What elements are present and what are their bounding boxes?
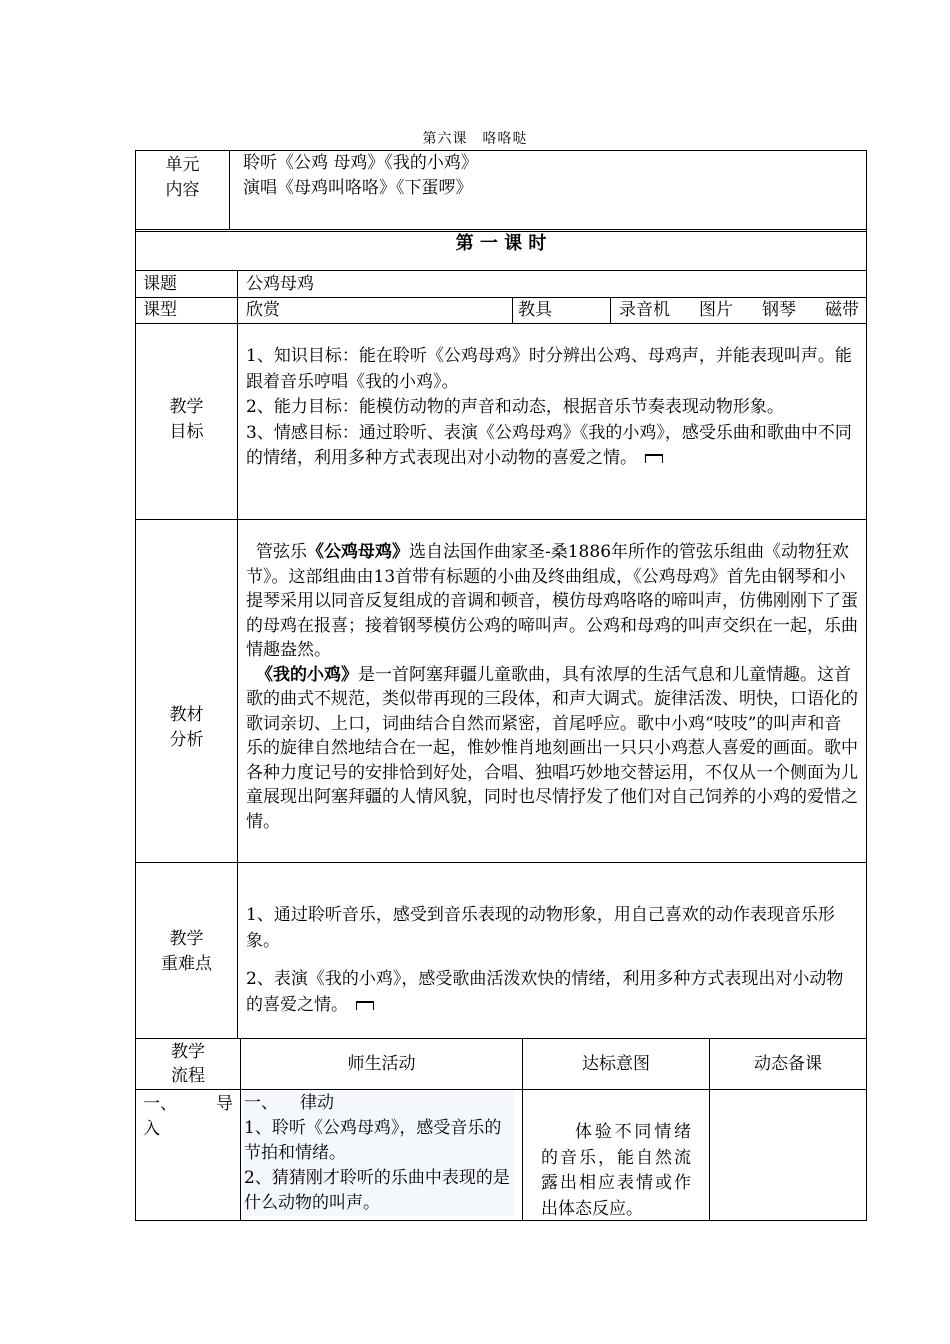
unit-content bbox=[243, 151, 853, 201]
edit-mark-icon bbox=[356, 1001, 374, 1010]
goals-content bbox=[246, 344, 858, 472]
goal-item: 1、知识目标：能在聆听《公鸡母鸡》时分辨出公鸡、母鸡声，并能表现叫声。能跟着音乐哼唱《我的小鸡》。 bbox=[246, 346, 852, 392]
analysis-paragraph: 管弦乐《公鸡母鸡》选自法国作曲家圣-桑1886年所作的管弦乐组曲《动物狂欢节》。这部组曲由13首带有标题的小曲及终曲组成，《公鸡母鸡》首先由钢琴和小提琴采用以同音反复组成的音调和顿音，模仿母鸡咯咯的啼叫声，仿佛刚刚下了蛋的母鸡在报喜；接着钢琴模仿公鸡的啼叫声。公鸡和母鸡的叫声交织在一起，乐曲情趣盎然。 bbox=[246, 542, 858, 660]
type-label: 课型 bbox=[143, 300, 177, 320]
period-heading: 第 一 课 时 bbox=[455, 233, 547, 254]
process-activity bbox=[244, 1091, 514, 1216]
key-point-item: 1、通过聆听音乐，感受到音乐表现的动物形象，用自己喜欢的动作表现音乐形象。 bbox=[246, 905, 835, 951]
tool-item: 磁带 bbox=[825, 300, 859, 320]
goals-label: 教学 目标 bbox=[169, 397, 204, 442]
work-title: 《公鸡母鸡》 bbox=[307, 542, 409, 562]
goal-item: 2、能力目标：能模仿动物的声音和动态，根据音乐节奏表现动物形象。 bbox=[246, 397, 784, 417]
unit-content-line: 聆听《公鸡 母鸡》《我的小鸡》 bbox=[243, 153, 478, 173]
key-points-content bbox=[246, 902, 858, 1018]
analysis-paragraph: 《我的小鸡》是一首阿塞拜疆儿童歌曲，具有浓厚的生活气息和儿童情趣。这首歌的曲式不规范，类似带再现的三段体，和声大调式。旋律活泼、明快，口语化的歌词亲切、上口，词曲结合自然而紧密，首尾呼应。歌中小鸡“吱吱”的叫声和音乐的旋律自然地结合在一起，惟妙惟肖地刻画出一只只小鸡惹人喜爱的画面。歌中各种力度记号的安排恰到好处，合唱、独唱巧妙地交替运用，不仅从一个侧面为儿童展现出阿塞拜疆的人情风貌，同时也尽情抒发了他们对自己饲养的小鸡的爱惜之情。 bbox=[246, 664, 858, 832]
edit-mark-icon bbox=[645, 454, 663, 463]
process-header-dynamic: 动态备课 bbox=[754, 1054, 822, 1074]
process-header-intent: 达标意图 bbox=[582, 1054, 650, 1074]
tools-label: 教具 bbox=[518, 300, 552, 320]
activity-heading: 一、 律动 bbox=[244, 1093, 334, 1113]
activity-item: 1、聆听《公鸡母鸡》，感受音乐的节拍和情绪。 bbox=[244, 1118, 502, 1163]
analysis-label: 教材 分析 bbox=[169, 705, 204, 750]
process-intent: 体验不同情绪的音乐，能自然流露出相应表情或作出体态反应。 bbox=[541, 1122, 691, 1219]
process-stage: 一、 导 入 bbox=[143, 1094, 233, 1139]
unit-label: 单元 内容 bbox=[165, 155, 200, 200]
tool-item: 图片 bbox=[699, 300, 733, 320]
process-header-stage: 教学 流程 bbox=[171, 1042, 205, 1086]
work-title: 《我的小鸡》 bbox=[256, 664, 358, 685]
unit-content-line: 演唱《母鸡叫咯咯》《下蛋啰》 bbox=[243, 178, 473, 198]
topic-label: 课题 bbox=[143, 274, 177, 294]
page-title: 第六课 咯咯哒 bbox=[422, 131, 528, 147]
tool-item: 录音机 bbox=[619, 300, 670, 320]
activity-item: 2、猜猜刚才聆听的乐曲中表现的是什么动物的叫声。 bbox=[244, 1168, 510, 1213]
type-value: 欣赏 bbox=[246, 300, 280, 320]
key-point-item: 2、表演《我的小鸡》，感受歌曲活泼欢快的情绪，利用多种方式表现出对小动物的喜爱之情。 bbox=[246, 969, 844, 1015]
tools-list bbox=[619, 298, 859, 323]
topic-value: 公鸡母鸡 bbox=[246, 274, 314, 294]
key-points-label: 教学 重难点 bbox=[161, 929, 212, 974]
goal-item: 3、情感目标：通过聆听、表演《公鸡母鸡》《我的小鸡》，感受乐曲和歌曲中不同的情绪，利用多种方式表现出对小动物的喜爱之情。 bbox=[246, 422, 852, 468]
analysis-content bbox=[246, 540, 858, 834]
process-header-activity: 师生活动 bbox=[347, 1054, 416, 1074]
tool-item: 钢琴 bbox=[762, 300, 796, 320]
